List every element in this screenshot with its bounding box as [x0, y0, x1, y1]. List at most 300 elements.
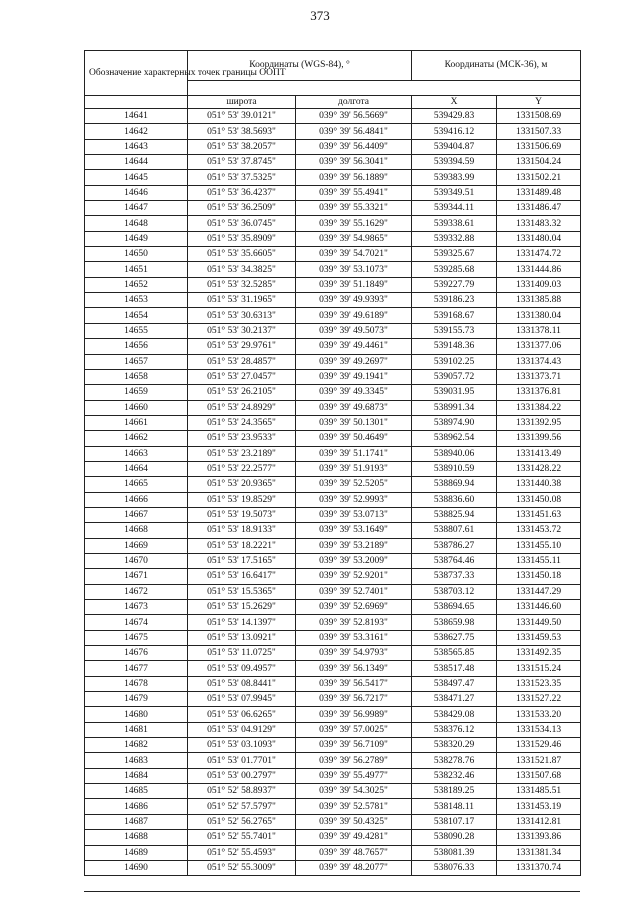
cell-x: 538836.60 — [412, 492, 497, 507]
cell-latitude: 051° 53' 35.8909" — [188, 231, 296, 246]
cell-y: 1331455.11 — [497, 553, 581, 568]
table-row — [85, 262, 581, 277]
cell-x: 538703.12 — [412, 584, 497, 599]
cell-latitude: 051° 53' 20.9365" — [188, 477, 296, 492]
table-row — [85, 738, 581, 753]
cell-longitude: 039° 39' 49.9393" — [296, 293, 412, 308]
cell-x: 538232.46 — [412, 768, 497, 783]
header-msk36: Координаты (МСК-36), м — [412, 51, 581, 81]
cell-longitude: 039° 39' 55.4977" — [296, 768, 412, 783]
table-row — [85, 814, 581, 829]
cell-x: 538974.90 — [412, 415, 497, 430]
cell-latitude: 051° 53' 18.2221" — [188, 538, 296, 553]
cell-x: 538148.11 — [412, 799, 497, 814]
cell-x: 539394.59 — [412, 155, 497, 170]
cell-longitude: 039° 39' 56.2789" — [296, 753, 412, 768]
cell-x: 539285.68 — [412, 262, 497, 277]
header-wgs84: Координаты (WGS-84), ° — [188, 51, 412, 81]
table-row — [85, 293, 581, 308]
cell-x: 539349.51 — [412, 185, 497, 200]
table-row — [85, 784, 581, 799]
cell-latitude: 051° 53' 36.0745" — [188, 216, 296, 231]
cell-longitude: 039° 39' 56.9989" — [296, 707, 412, 722]
cell-y: 1331447.29 — [497, 584, 581, 599]
cell-y: 1331374.43 — [497, 354, 581, 369]
table-body — [85, 109, 581, 876]
cell-longitude: 039° 39' 56.4841" — [296, 124, 412, 139]
table-row — [85, 845, 581, 860]
cell-x: 539102.25 — [412, 354, 497, 369]
cell-y: 1331533.20 — [497, 707, 581, 722]
cell-point-id: 14660 — [85, 400, 188, 415]
cell-latitude: 051° 52' 55.3009" — [188, 860, 296, 875]
cell-longitude: 039° 39' 54.7021" — [296, 247, 412, 262]
header-blank — [85, 96, 188, 109]
cell-y: 1331385.88 — [497, 293, 581, 308]
cell-point-id: 14655 — [85, 323, 188, 338]
table-row — [85, 707, 581, 722]
cell-latitude: 051° 53' 17.5165" — [188, 553, 296, 568]
table-row — [85, 600, 581, 615]
cell-longitude: 039° 39' 56.3041" — [296, 155, 412, 170]
cell-latitude: 051° 53' 18.9133" — [188, 523, 296, 538]
cell-x: 538081.39 — [412, 845, 497, 860]
cell-latitude: 051° 53' 19.5073" — [188, 507, 296, 522]
cell-y: 1331450.18 — [497, 569, 581, 584]
cell-point-id: 14654 — [85, 308, 188, 323]
table-row — [85, 492, 581, 507]
table-row — [85, 630, 581, 645]
cell-longitude: 039° 39' 52.5781" — [296, 799, 412, 814]
cell-point-id: 14642 — [85, 124, 188, 139]
cell-point-id: 14650 — [85, 247, 188, 262]
cell-longitude: 039° 39' 56.1349" — [296, 661, 412, 676]
cell-point-id: 14676 — [85, 646, 188, 661]
cell-latitude: 051° 53' 39.0121" — [188, 109, 296, 124]
cell-latitude: 051° 53' 15.2629" — [188, 600, 296, 615]
cell-point-id: 14678 — [85, 676, 188, 691]
cell-point-id: 14646 — [85, 185, 188, 200]
table-row — [85, 385, 581, 400]
table-row — [85, 431, 581, 446]
cell-latitude: 051° 52' 56.2765" — [188, 814, 296, 829]
table-header — [85, 51, 581, 109]
cell-latitude: 051° 53' 11.0725" — [188, 646, 296, 661]
cell-latitude: 051° 53' 23.2189" — [188, 446, 296, 461]
cell-x: 539325.67 — [412, 247, 497, 262]
cell-y: 1331492.35 — [497, 646, 581, 661]
cell-point-id: 14689 — [85, 845, 188, 860]
cell-longitude: 039° 39' 52.5205" — [296, 477, 412, 492]
cell-point-id: 14649 — [85, 231, 188, 246]
table-row — [85, 523, 581, 538]
cell-point-id: 14684 — [85, 768, 188, 783]
cell-latitude: 051° 53' 37.8745" — [188, 155, 296, 170]
cell-longitude: 039° 39' 53.0713" — [296, 507, 412, 522]
cell-longitude: 039° 39' 49.4461" — [296, 339, 412, 354]
cell-y: 1331378.11 — [497, 323, 581, 338]
cell-y: 1331508.69 — [497, 109, 581, 124]
cell-latitude: 051° 53' 01.7701" — [188, 753, 296, 768]
header-x: X — [412, 96, 497, 109]
cell-x: 539383.99 — [412, 170, 497, 185]
cell-point-id: 14679 — [85, 692, 188, 707]
cell-y: 1331521.87 — [497, 753, 581, 768]
table-row — [85, 538, 581, 553]
cell-longitude: 039° 39' 53.1649" — [296, 523, 412, 538]
cell-latitude: 051° 53' 13.0921" — [188, 630, 296, 645]
cell-y: 1331453.72 — [497, 523, 581, 538]
cell-y: 1331489.48 — [497, 185, 581, 200]
header-y: Y — [497, 96, 581, 109]
table-row — [85, 615, 581, 630]
table-row — [85, 646, 581, 661]
cell-y: 1331381.34 — [497, 845, 581, 860]
cell-latitude: 051° 53' 00.2797" — [188, 768, 296, 783]
table-row — [85, 799, 581, 814]
cell-point-id: 14658 — [85, 369, 188, 384]
header-point-name: Обозначение характерных точек границы ООПТ — [85, 51, 188, 96]
cell-x: 538189.25 — [412, 784, 497, 799]
header-latitude: широта — [188, 96, 296, 109]
cell-longitude: 039° 39' 50.4649" — [296, 431, 412, 446]
table-row — [85, 553, 581, 568]
cell-x: 539344.11 — [412, 201, 497, 216]
cell-x: 538565.85 — [412, 646, 497, 661]
cell-longitude: 039° 39' 52.7401" — [296, 584, 412, 599]
cell-longitude: 039° 39' 53.2009" — [296, 553, 412, 568]
cell-y: 1331455.10 — [497, 538, 581, 553]
cell-point-id: 14688 — [85, 830, 188, 845]
cell-longitude: 039° 39' 56.5417" — [296, 676, 412, 691]
cell-point-id: 14667 — [85, 507, 188, 522]
cell-longitude: 039° 39' 51.9193" — [296, 461, 412, 476]
table-row — [85, 722, 581, 737]
cell-x: 539186.23 — [412, 293, 497, 308]
cell-y: 1331451.63 — [497, 507, 581, 522]
cell-y: 1331412.81 — [497, 814, 581, 829]
cell-longitude: 039° 39' 55.1629" — [296, 216, 412, 231]
table-row — [85, 507, 581, 522]
cell-longitude: 039° 39' 48.7657" — [296, 845, 412, 860]
table-row — [85, 415, 581, 430]
cell-x: 539168.67 — [412, 308, 497, 323]
table-row — [85, 461, 581, 476]
cell-point-id: 14672 — [85, 584, 188, 599]
cell-latitude: 051° 53' 31.1965" — [188, 293, 296, 308]
cell-longitude: 039° 39' 49.6873" — [296, 400, 412, 415]
cell-longitude: 039° 39' 48.2077" — [296, 860, 412, 875]
cell-x: 539031.95 — [412, 385, 497, 400]
table-row — [85, 139, 581, 154]
cell-longitude: 039° 39' 56.1889" — [296, 170, 412, 185]
cell-longitude: 039° 39' 56.7217" — [296, 692, 412, 707]
table-row — [85, 400, 581, 415]
cell-longitude: 039° 39' 52.9993" — [296, 492, 412, 507]
cell-longitude: 039° 39' 51.1849" — [296, 277, 412, 292]
cell-longitude: 039° 39' 54.3025" — [296, 784, 412, 799]
cell-latitude: 051° 53' 35.6605" — [188, 247, 296, 262]
cell-latitude: 051° 53' 24.3565" — [188, 415, 296, 430]
cell-point-id: 14656 — [85, 339, 188, 354]
cell-longitude: 039° 39' 49.1941" — [296, 369, 412, 384]
cell-y: 1331444.86 — [497, 262, 581, 277]
table-row — [85, 323, 581, 338]
cell-latitude: 051° 53' 30.6313" — [188, 308, 296, 323]
table-row — [85, 584, 581, 599]
cell-longitude: 039° 39' 50.1301" — [296, 415, 412, 430]
cell-longitude: 039° 39' 55.3321" — [296, 201, 412, 216]
cell-latitude: 051° 53' 14.1397" — [188, 615, 296, 630]
table-row — [85, 676, 581, 691]
cell-latitude: 051° 53' 22.2577" — [188, 461, 296, 476]
cell-y: 1331376.81 — [497, 385, 581, 400]
table-row — [85, 753, 581, 768]
table-row — [85, 369, 581, 384]
cell-point-id: 14661 — [85, 415, 188, 430]
cell-point-id: 14675 — [85, 630, 188, 645]
cell-x: 538627.75 — [412, 630, 497, 645]
table-row — [85, 768, 581, 783]
cell-point-id: 14644 — [85, 155, 188, 170]
cell-x: 538764.46 — [412, 553, 497, 568]
cell-point-id: 14648 — [85, 216, 188, 231]
table-row — [85, 109, 581, 124]
cell-x: 538107.17 — [412, 814, 497, 829]
cell-longitude: 039° 39' 56.5669" — [296, 109, 412, 124]
table-row — [85, 446, 581, 461]
coordinates-table — [84, 50, 581, 876]
cell-y: 1331440.38 — [497, 477, 581, 492]
cell-latitude: 051° 53' 24.8929" — [188, 400, 296, 415]
cell-point-id: 14647 — [85, 201, 188, 216]
table-row — [85, 661, 581, 676]
cell-point-id: 14682 — [85, 738, 188, 753]
cell-latitude: 051° 53' 29.9761" — [188, 339, 296, 354]
cell-point-id: 14683 — [85, 753, 188, 768]
cell-point-id: 14686 — [85, 799, 188, 814]
cell-x: 539429.83 — [412, 109, 497, 124]
cell-y: 1331523.35 — [497, 676, 581, 691]
cell-x: 538090.28 — [412, 830, 497, 845]
cell-latitude: 051° 53' 32.5285" — [188, 277, 296, 292]
cell-point-id: 14643 — [85, 139, 188, 154]
cell-longitude: 039° 39' 54.9793" — [296, 646, 412, 661]
cell-latitude: 051° 52' 57.5797" — [188, 799, 296, 814]
cell-point-id: 14690 — [85, 860, 188, 875]
cell-y: 1331459.53 — [497, 630, 581, 645]
header-longitude: долгота — [296, 96, 412, 109]
cell-longitude: 039° 39' 49.5073" — [296, 323, 412, 338]
cell-point-id: 14662 — [85, 431, 188, 446]
cell-point-id: 14666 — [85, 492, 188, 507]
cell-x: 538320.29 — [412, 738, 497, 753]
cell-latitude: 051° 53' 19.8529" — [188, 492, 296, 507]
cell-y: 1331450.08 — [497, 492, 581, 507]
cell-longitude: 039° 39' 49.3345" — [296, 385, 412, 400]
cell-y: 1331370.74 — [497, 860, 581, 875]
cell-x: 539155.73 — [412, 323, 497, 338]
table-row — [85, 339, 581, 354]
table-row — [85, 277, 581, 292]
cell-latitude: 051° 53' 23.9533" — [188, 431, 296, 446]
table-row — [85, 860, 581, 875]
cell-y: 1331373.71 — [497, 369, 581, 384]
cell-longitude: 039° 39' 50.4325" — [296, 814, 412, 829]
cell-point-id: 14663 — [85, 446, 188, 461]
cell-latitude: 051° 53' 07.9945" — [188, 692, 296, 707]
cell-point-id: 14681 — [85, 722, 188, 737]
cell-y: 1331480.04 — [497, 231, 581, 246]
cell-point-id: 14652 — [85, 277, 188, 292]
cell-y: 1331502.21 — [497, 170, 581, 185]
cell-point-id: 14687 — [85, 814, 188, 829]
cell-x: 538517.48 — [412, 661, 497, 676]
cell-y: 1331507.33 — [497, 124, 581, 139]
cell-longitude: 039° 39' 49.6189" — [296, 308, 412, 323]
cell-x: 539148.36 — [412, 339, 497, 354]
table-row — [85, 185, 581, 200]
cell-latitude: 051° 53' 36.4237" — [188, 185, 296, 200]
cell-longitude: 039° 39' 52.6969" — [296, 600, 412, 615]
cell-longitude: 039° 39' 49.2697" — [296, 354, 412, 369]
table-row — [85, 231, 581, 246]
cell-x: 538376.12 — [412, 722, 497, 737]
cell-latitude: 051° 52' 55.7401" — [188, 830, 296, 845]
cell-y: 1331483.32 — [497, 216, 581, 231]
cell-y: 1331384.22 — [497, 400, 581, 415]
cell-latitude: 051° 52' 55.4593" — [188, 845, 296, 860]
cell-y: 1331377.06 — [497, 339, 581, 354]
cell-y: 1331515.24 — [497, 661, 581, 676]
table-row — [85, 201, 581, 216]
cell-x: 538807.61 — [412, 523, 497, 538]
cell-latitude: 051° 53' 06.6265" — [188, 707, 296, 722]
cell-y: 1331409.03 — [497, 277, 581, 292]
cell-latitude: 051° 53' 27.0457" — [188, 369, 296, 384]
cell-point-id: 14685 — [85, 784, 188, 799]
table-row — [85, 124, 581, 139]
cell-point-id: 14668 — [85, 523, 188, 538]
cell-y: 1331393.86 — [497, 830, 581, 845]
cell-longitude: 039° 39' 53.1073" — [296, 262, 412, 277]
cell-latitude: 051° 53' 30.2137" — [188, 323, 296, 338]
table-row — [85, 308, 581, 323]
cell-y: 1331428.22 — [497, 461, 581, 476]
cell-y: 1331449.50 — [497, 615, 581, 630]
cell-longitude: 039° 39' 51.1741" — [296, 446, 412, 461]
cell-latitude: 051° 53' 09.4957" — [188, 661, 296, 676]
cell-x: 538786.27 — [412, 538, 497, 553]
cell-y: 1331399.56 — [497, 431, 581, 446]
cell-y: 1331534.13 — [497, 722, 581, 737]
table-row — [85, 247, 581, 262]
cell-latitude: 051° 53' 15.5365" — [188, 584, 296, 599]
cell-latitude: 051° 53' 16.6417" — [188, 569, 296, 584]
cell-y: 1331507.68 — [497, 768, 581, 783]
cell-point-id: 14651 — [85, 262, 188, 277]
cell-x: 539416.12 — [412, 124, 497, 139]
cell-y: 1331446.60 — [497, 600, 581, 615]
table-row — [85, 155, 581, 170]
cell-point-id: 14673 — [85, 600, 188, 615]
cell-x: 539338.61 — [412, 216, 497, 231]
cell-y: 1331413.49 — [497, 446, 581, 461]
cell-point-id: 14664 — [85, 461, 188, 476]
cell-longitude: 039° 39' 55.4941" — [296, 185, 412, 200]
table-row — [85, 216, 581, 231]
cell-x: 538825.94 — [412, 507, 497, 522]
cell-x: 538869.94 — [412, 477, 497, 492]
table-row — [85, 170, 581, 185]
cell-x: 538910.59 — [412, 461, 497, 476]
cell-point-id: 14665 — [85, 477, 188, 492]
cell-point-id: 14669 — [85, 538, 188, 553]
cell-x: 538991.34 — [412, 400, 497, 415]
cell-y: 1331504.24 — [497, 155, 581, 170]
cell-longitude: 039° 39' 49.4281" — [296, 830, 412, 845]
cell-y: 1331506.69 — [497, 139, 581, 154]
table-row — [85, 692, 581, 707]
cell-longitude: 039° 39' 57.0025" — [296, 722, 412, 737]
table-row — [85, 354, 581, 369]
page-number: 373 — [310, 8, 330, 23]
table-row — [85, 569, 581, 584]
cell-longitude: 039° 39' 56.7109" — [296, 738, 412, 753]
cell-x: 539057.72 — [412, 369, 497, 384]
cell-y: 1331527.22 — [497, 692, 581, 707]
cell-latitude: 051° 53' 36.2509" — [188, 201, 296, 216]
cell-latitude: 051° 53' 03.1093" — [188, 738, 296, 753]
cell-longitude: 039° 39' 53.2189" — [296, 538, 412, 553]
cell-y: 1331453.19 — [497, 799, 581, 814]
cell-latitude: 051° 53' 04.9129" — [188, 722, 296, 737]
cell-point-id: 14677 — [85, 661, 188, 676]
cell-x: 538962.54 — [412, 431, 497, 446]
cell-longitude: 039° 39' 52.8193" — [296, 615, 412, 630]
cell-point-id: 14680 — [85, 707, 188, 722]
cell-point-id: 14653 — [85, 293, 188, 308]
footer-divider — [84, 891, 580, 892]
cell-latitude: 051° 53' 37.5325" — [188, 170, 296, 185]
table-row — [85, 830, 581, 845]
cell-latitude: 051° 53' 34.3825" — [188, 262, 296, 277]
cell-y: 1331474.72 — [497, 247, 581, 262]
cell-x: 538694.65 — [412, 600, 497, 615]
cell-x: 538659.98 — [412, 615, 497, 630]
cell-x: 538471.27 — [412, 692, 497, 707]
cell-y: 1331486.47 — [497, 201, 581, 216]
cell-longitude: 039° 39' 53.3161" — [296, 630, 412, 645]
cell-x: 538497.47 — [412, 676, 497, 691]
cell-point-id: 14671 — [85, 569, 188, 584]
cell-latitude: 051° 52' 58.8937" — [188, 784, 296, 799]
cell-longitude: 039° 39' 52.9201" — [296, 569, 412, 584]
cell-y: 1331380.04 — [497, 308, 581, 323]
cell-x: 538737.33 — [412, 569, 497, 584]
cell-point-id: 14674 — [85, 615, 188, 630]
cell-longitude: 039° 39' 56.4409" — [296, 139, 412, 154]
cell-y: 1331392.95 — [497, 415, 581, 430]
cell-latitude: 051° 53' 26.2105" — [188, 385, 296, 400]
cell-x: 538429.08 — [412, 707, 497, 722]
cell-point-id: 14670 — [85, 553, 188, 568]
cell-latitude: 051° 53' 38.2057" — [188, 139, 296, 154]
cell-x: 538940.06 — [412, 446, 497, 461]
cell-latitude: 051° 53' 38.5693" — [188, 124, 296, 139]
cell-x: 539332.88 — [412, 231, 497, 246]
cell-point-id: 14641 — [85, 109, 188, 124]
